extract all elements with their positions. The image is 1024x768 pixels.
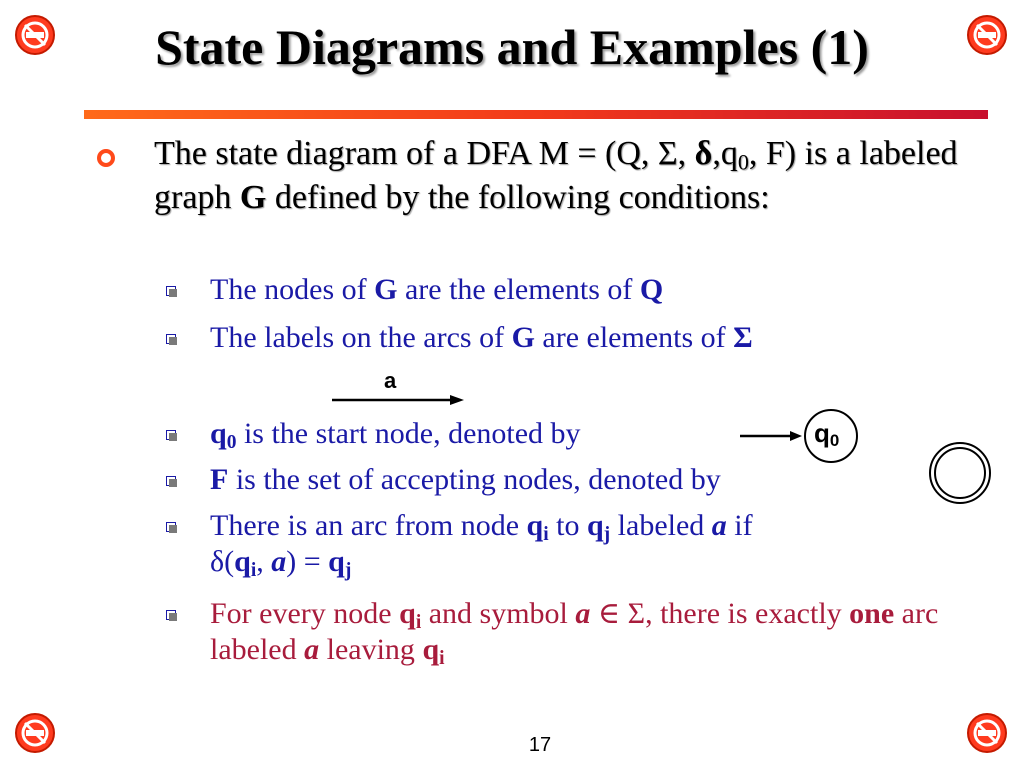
square-bullet-icon xyxy=(166,430,176,440)
square-bullet-icon xyxy=(166,610,176,620)
no-smoking-icon xyxy=(964,710,1010,756)
main-bullet-text: The state diagram of a DFA M = (Q, Σ, $\delta,q_0$, F) is a labeled graph G defined by the following conditions: xyxy=(154,135,958,216)
accepting-node-diagram xyxy=(926,440,994,511)
square-bullet-icon xyxy=(166,334,176,344)
square-bullet-icon xyxy=(166,522,176,532)
start-node-label: $q_0$ xyxy=(814,418,840,451)
arc-diagram xyxy=(330,368,470,413)
page-number: 17 xyxy=(528,734,552,756)
title-divider xyxy=(84,110,988,119)
slide-title: State Diagrams and Examples (1) xyxy=(155,19,869,75)
square-bullet-icon xyxy=(166,286,176,296)
ring-bullet-icon xyxy=(96,148,116,168)
square-bullet-icon xyxy=(166,476,176,486)
no-smoking-icon xyxy=(12,710,58,756)
arc-label: a xyxy=(384,368,397,393)
start-node-diagram xyxy=(740,408,866,469)
